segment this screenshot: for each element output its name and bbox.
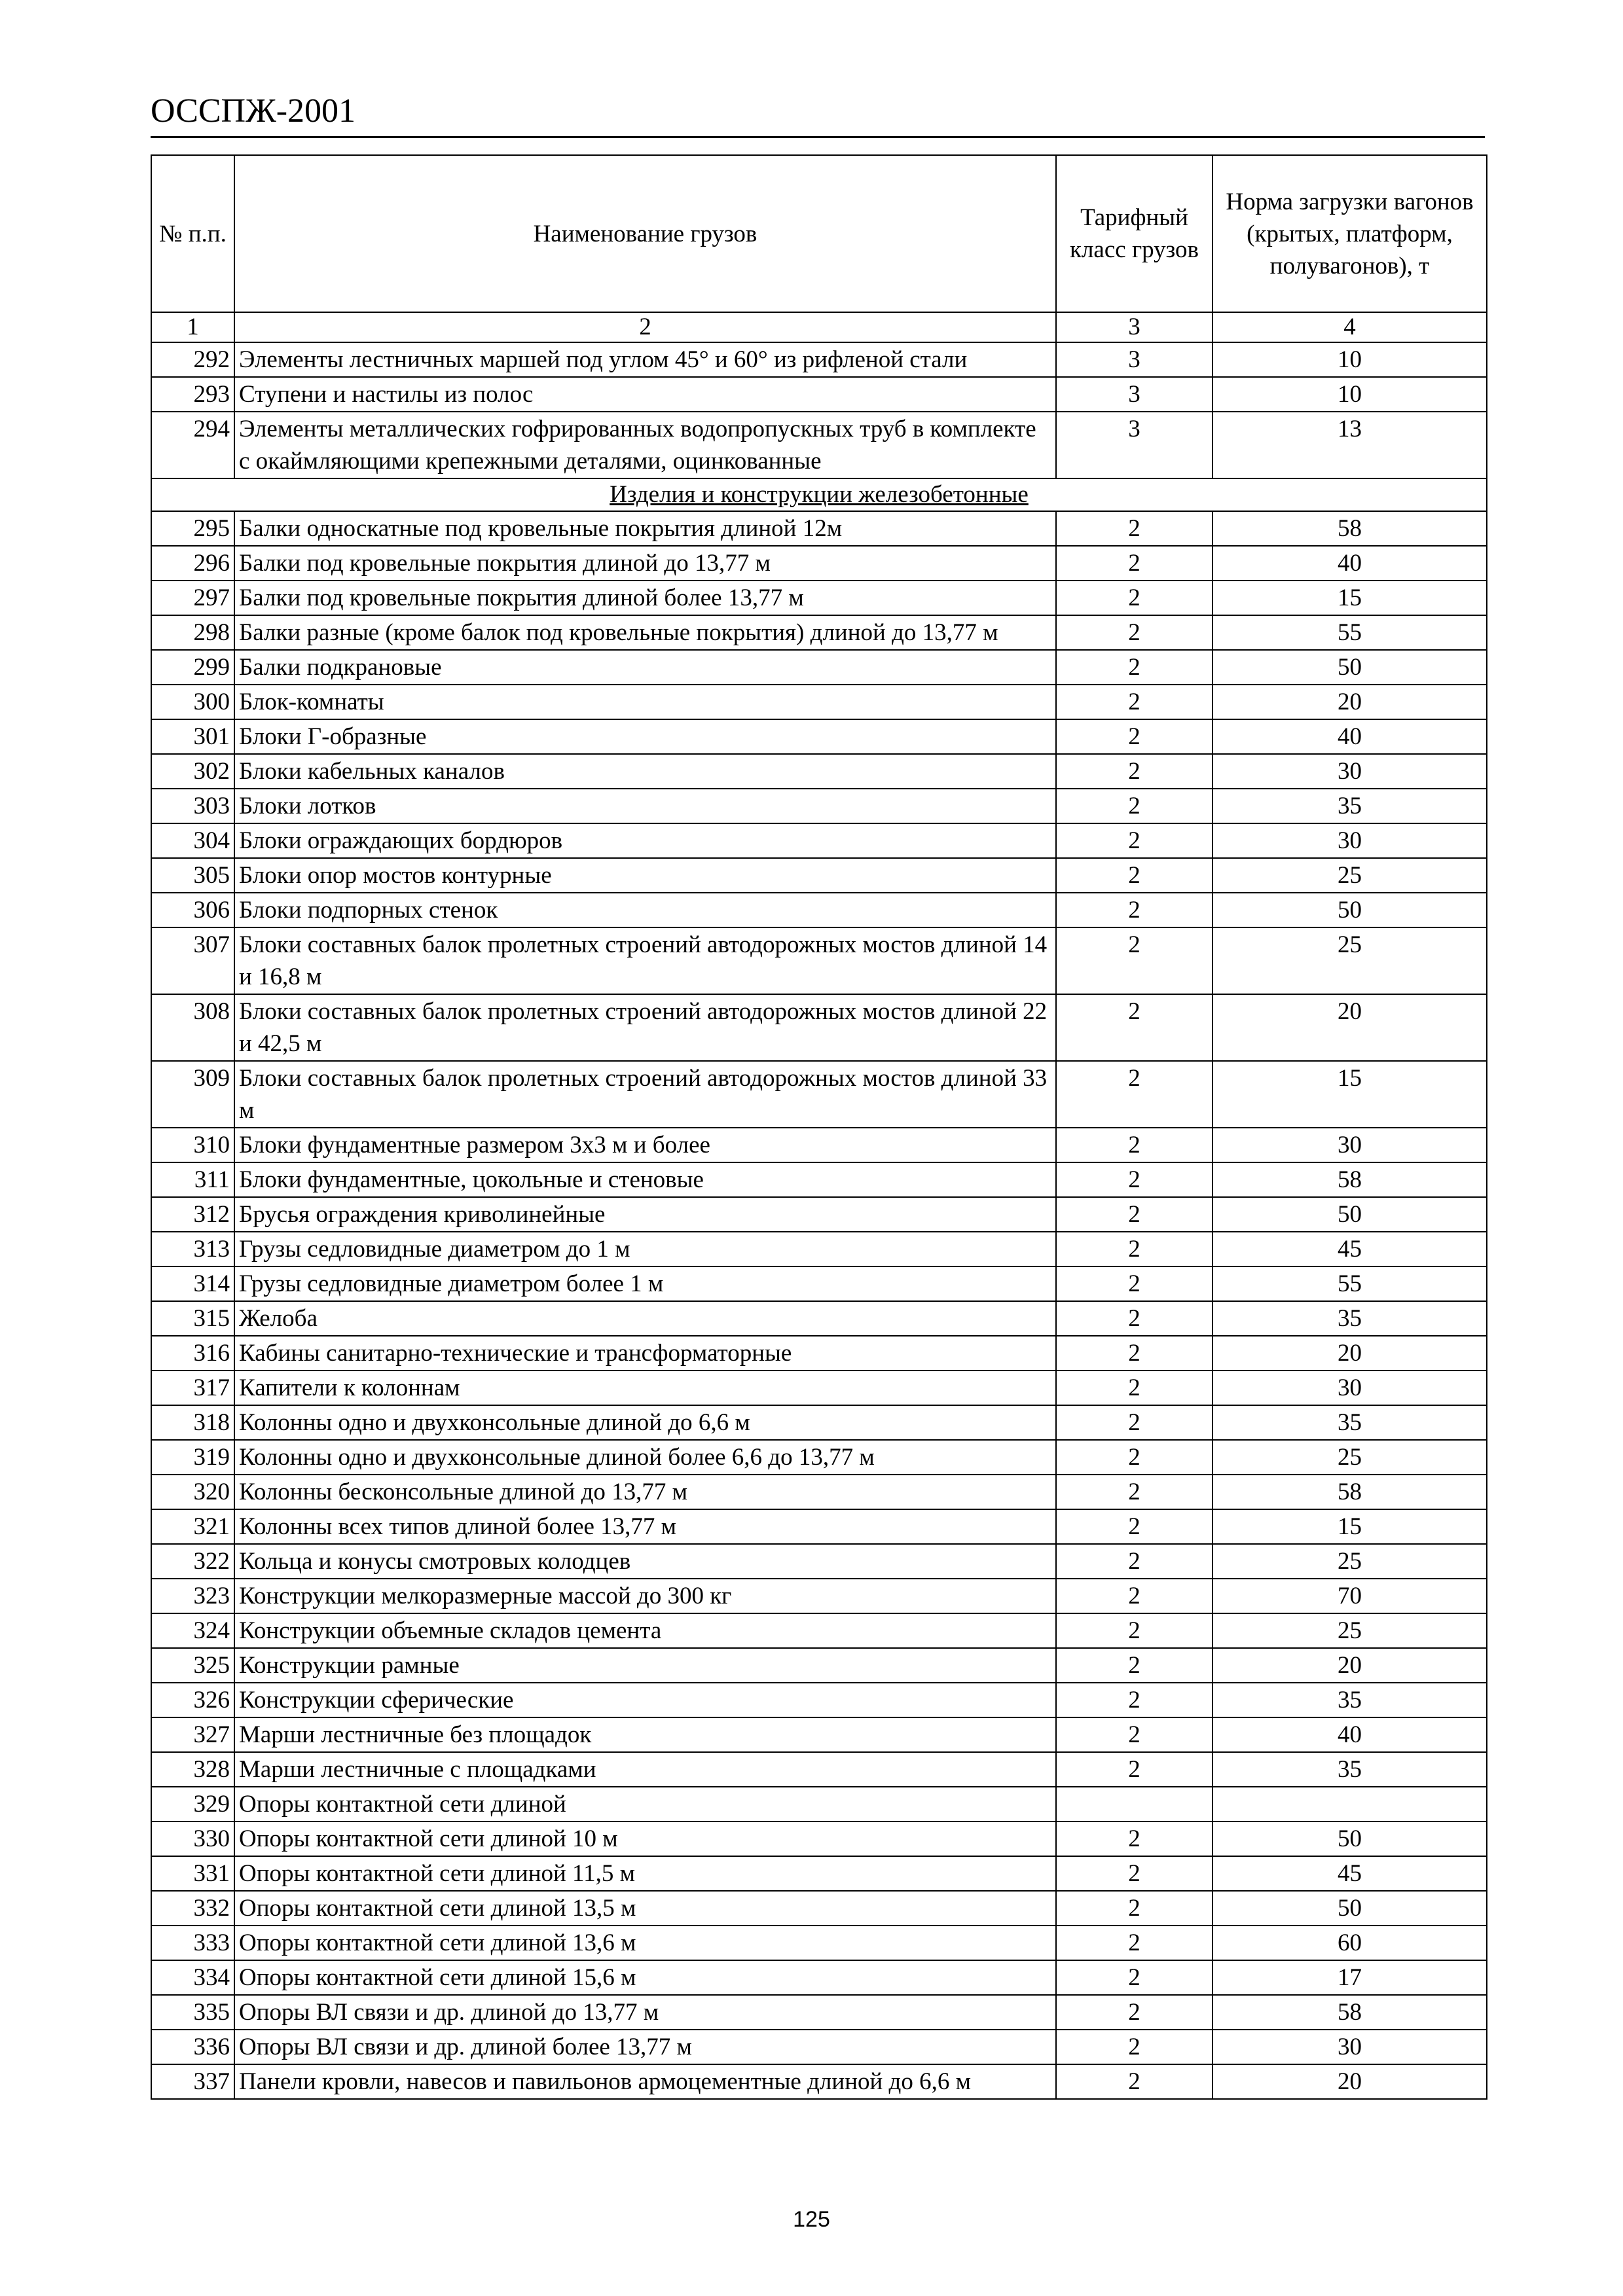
tariff-class: 2 [1056,858,1213,893]
row-number: 294 [151,412,234,478]
cargo-name: Панели кровли, навесов и павильонов армоцементные длиной до 6,6 м [234,2064,1056,2099]
load-norm: 30 [1213,1371,1487,1405]
row-number: 316 [151,1336,234,1371]
cargo-name: Опоры контактной сети длиной 13,6 м [234,1926,1056,1960]
table-row [151,1891,1487,1926]
table-row [151,1787,1487,1821]
table-row [151,685,1487,719]
row-number: 318 [151,1405,234,1440]
row-number: 292 [151,342,234,377]
tariff-class: 2 [1056,1752,1213,1787]
load-norm: 50 [1213,1197,1487,1232]
cargo-name: Опоры контактной сети длиной 15,6 м [234,1960,1056,1995]
cargo-name: Опоры контактной сети длиной 13,5 м [234,1891,1056,1926]
load-norm: 13 [1213,412,1487,478]
table-row [151,927,1487,994]
tariff-class: 2 [1056,1405,1213,1440]
tariff-class: 2 [1056,1266,1213,1301]
row-number: 331 [151,1856,234,1891]
cargo-name: Конструкции мелкоразмерные массой до 300 кг [234,1579,1056,1613]
load-norm: 20 [1213,1648,1487,1683]
tariff-class: 2 [1056,1128,1213,1162]
tariff-class: 2 [1056,823,1213,858]
tariff-class: 2 [1056,1371,1213,1405]
row-number: 301 [151,719,234,754]
row-number: 325 [151,1648,234,1683]
load-norm: 50 [1213,893,1487,927]
row-number: 330 [151,1821,234,1856]
row-number: 314 [151,1266,234,1301]
header-norm: Норма загрузки вагонов (крытых, платформ, полувагонов), т [1213,155,1487,312]
row-number: 332 [151,1891,234,1926]
tariff-class: 2 [1056,719,1213,754]
tariff-class [1056,1787,1213,1821]
tariff-class: 2 [1056,1440,1213,1475]
cargo-name: Капители к колоннам [234,1371,1056,1405]
row-number: 335 [151,1995,234,2030]
cargo-name: Блоки подпорных стенок [234,893,1056,927]
load-norm: 58 [1213,1475,1487,1509]
cargo-name: Конструкции рамные [234,1648,1056,1683]
row-number: 336 [151,2030,234,2064]
table-row [151,1061,1487,1128]
load-norm: 20 [1213,1336,1487,1371]
tariff-class: 2 [1056,1336,1213,1371]
row-number: 298 [151,615,234,650]
load-norm: 25 [1213,858,1487,893]
row-number: 307 [151,927,234,994]
row-number: 304 [151,823,234,858]
load-norm: 20 [1213,994,1487,1061]
row-number: 311 [151,1162,234,1197]
header-num: № п.п. [151,155,234,312]
load-norm: 58 [1213,1162,1487,1197]
tariff-class: 2 [1056,1683,1213,1717]
table-row [151,1544,1487,1579]
load-norm: 25 [1213,1440,1487,1475]
table-body [151,312,1487,2099]
tariff-class: 2 [1056,1960,1213,1995]
tariff-class: 2 [1056,754,1213,789]
cargo-name: Блоки составных балок пролетных строений автодорожных мостов длиной 33 м [234,1061,1056,1128]
cargo-name: Колонны одно и двухконсольные длиной более 6,6 до 13,77 м [234,1440,1056,1475]
cargo-name: Блоки ограждающих бордюров [234,823,1056,858]
load-norm: 30 [1213,1128,1487,1162]
tariff-class: 2 [1056,1717,1213,1752]
load-norm: 70 [1213,1579,1487,1613]
cargo-name: Грузы седловидные диаметром до 1 м [234,1232,1056,1266]
table-row [151,789,1487,823]
tariff-class: 2 [1056,511,1213,546]
load-norm: 58 [1213,1995,1487,2030]
load-norm: 40 [1213,1717,1487,1752]
cargo-name: Блок-комнаты [234,685,1056,719]
column-number: 3 [1056,312,1213,342]
table-row [151,1579,1487,1613]
tariff-class: 3 [1056,342,1213,377]
load-norm: 20 [1213,685,1487,719]
cargo-name: Опоры контактной сети длиной 10 м [234,1821,1056,1856]
table-row [151,511,1487,546]
section-title: Изделия и конструкции железобетонные [151,478,1487,511]
cargo-name: Опоры контактной сети длиной [234,1787,1056,1821]
load-norm: 40 [1213,719,1487,754]
load-norm [1213,1787,1487,1821]
row-number: 293 [151,377,234,412]
row-number: 337 [151,2064,234,2099]
header-rule [151,136,1485,138]
cargo-name: Блоки составных балок пролетных строений автодорожных мостов длиной 22 и 42,5 м [234,994,1056,1061]
table-row [151,1613,1487,1648]
table-row [151,1648,1487,1683]
table-row [151,2064,1487,2099]
tariff-class: 2 [1056,2030,1213,2064]
load-norm: 25 [1213,1613,1487,1648]
table-row [151,1926,1487,1960]
cargo-name: Опоры контактной сети длиной 11,5 м [234,1856,1056,1891]
row-number: 326 [151,1683,234,1717]
load-norm: 35 [1213,1683,1487,1717]
load-norm: 15 [1213,1061,1487,1128]
table-header-row [151,155,1487,312]
tariff-class: 3 [1056,412,1213,478]
table-row [151,1995,1487,2030]
tariff-class: 2 [1056,685,1213,719]
load-norm: 15 [1213,581,1487,615]
load-norm: 20 [1213,2064,1487,2099]
load-norm: 17 [1213,1960,1487,1995]
tariff-class: 2 [1056,1197,1213,1232]
table-row [151,1232,1487,1266]
load-norm: 50 [1213,1891,1487,1926]
tariff-class: 2 [1056,581,1213,615]
cargo-name: Блоки составных балок пролетных строений автодорожных мостов длиной 14 и 16,8 м [234,927,1056,994]
tariff-class: 2 [1056,1926,1213,1960]
row-number: 319 [151,1440,234,1475]
row-number: 321 [151,1509,234,1544]
table-row [151,1475,1487,1509]
table-row [151,858,1487,893]
table-row [151,2030,1487,2064]
table-row [151,1301,1487,1336]
tariff-class: 2 [1056,1232,1213,1266]
load-norm: 30 [1213,2030,1487,2064]
row-number: 297 [151,581,234,615]
load-norm: 10 [1213,342,1487,377]
cargo-name: Колонны одно и двухконсольные длиной до 6,6 м [234,1405,1056,1440]
page-number: 125 [793,2207,830,2232]
tariff-class: 2 [1056,1648,1213,1683]
cargo-name: Балки односкатные под кровельные покрытия длиной 12м [234,511,1056,546]
table-row [151,1509,1487,1544]
cargo-name: Элементы лестничных маршей под углом 45° и 60° из рифленой стали [234,342,1056,377]
tariff-class: 2 [1056,994,1213,1061]
table-row [151,893,1487,927]
column-number: 1 [151,312,234,342]
row-number: 306 [151,893,234,927]
cargo-name: Опоры ВЛ связи и др. длиной более 13,77 м [234,2030,1056,2064]
load-norm: 45 [1213,1232,1487,1266]
table-row [151,719,1487,754]
cargo-name: Кольца и конусы смотровых колодцев [234,1544,1056,1579]
cargo-name: Блоки опор мостов контурные [234,858,1056,893]
cargo-name: Балки разные (кроме балок под кровельные покрытия) длиной до 13,77 м [234,615,1056,650]
load-norm: 55 [1213,1266,1487,1301]
row-number: 324 [151,1613,234,1648]
tariff-class: 2 [1056,1544,1213,1579]
table-row [151,412,1487,478]
row-number: 300 [151,685,234,719]
load-norm: 40 [1213,546,1487,581]
column-number-row [151,312,1487,342]
tariff-class: 2 [1056,1821,1213,1856]
tariff-class: 2 [1056,893,1213,927]
row-number: 303 [151,789,234,823]
tariff-class: 2 [1056,1301,1213,1336]
tariff-class: 2 [1056,1613,1213,1648]
tariff-class: 2 [1056,615,1213,650]
tariff-class: 2 [1056,1061,1213,1128]
table-row [151,377,1487,412]
table-row [151,1717,1487,1752]
cargo-name: Колонны всех типов длиной более 13,77 м [234,1509,1056,1544]
header-class: Тарифный класс грузов [1056,155,1213,312]
table-row [151,1440,1487,1475]
row-number: 333 [151,1926,234,1960]
table-row [151,1405,1487,1440]
table-row [151,1266,1487,1301]
table-row [151,1821,1487,1856]
row-number: 327 [151,1717,234,1752]
load-norm: 30 [1213,754,1487,789]
tariff-class: 2 [1056,789,1213,823]
row-number: 305 [151,858,234,893]
cargo-table [151,154,1487,2100]
load-norm: 35 [1213,1301,1487,1336]
table-row [151,1752,1487,1787]
table-row [151,1856,1487,1891]
tariff-class: 2 [1056,2064,1213,2099]
header-name: Наименование грузов [234,155,1056,312]
table-row [151,342,1487,377]
table-row [151,1336,1487,1371]
load-norm: 50 [1213,650,1487,685]
load-norm: 45 [1213,1856,1487,1891]
cargo-name: Балки под кровельные покрытия длиной до 13,77 м [234,546,1056,581]
load-norm: 30 [1213,823,1487,858]
tariff-class: 2 [1056,1509,1213,1544]
table-row [151,1960,1487,1995]
row-number: 320 [151,1475,234,1509]
cargo-name: Конструкции сферические [234,1683,1056,1717]
table-row [151,994,1487,1061]
cargo-name: Грузы седловидные диаметром более 1 м [234,1266,1056,1301]
row-number: 312 [151,1197,234,1232]
cargo-name: Кабины санитарно-технические и трансформаторные [234,1336,1056,1371]
tariff-class: 2 [1056,1856,1213,1891]
row-number: 296 [151,546,234,581]
row-number: 299 [151,650,234,685]
cargo-name: Опоры ВЛ связи и др. длиной до 13,77 м [234,1995,1056,2030]
load-norm: 55 [1213,615,1487,650]
load-norm: 35 [1213,1752,1487,1787]
tariff-class: 3 [1056,377,1213,412]
load-norm: 60 [1213,1926,1487,1960]
tariff-class: 2 [1056,546,1213,581]
cargo-name: Блоки фундаментные размером 3х3 м и более [234,1128,1056,1162]
cargo-name: Элементы металлических гофрированных водопропускных труб в комплекте с окаймляющими крепежными деталями, оцинкованные [234,412,1056,478]
row-number: 323 [151,1579,234,1613]
cargo-name: Ступени и настилы из полос [234,377,1056,412]
row-number: 328 [151,1752,234,1787]
section-row [151,478,1487,511]
cargo-name: Конструкции объемные складов цемента [234,1613,1056,1648]
cargo-name: Брусья ограждения криволинейные [234,1197,1056,1232]
table-row [151,1197,1487,1232]
load-norm: 35 [1213,1405,1487,1440]
load-norm: 50 [1213,1821,1487,1856]
table-row [151,823,1487,858]
row-number: 295 [151,511,234,546]
load-norm: 58 [1213,511,1487,546]
row-number: 310 [151,1128,234,1162]
load-norm: 10 [1213,377,1487,412]
tariff-class: 2 [1056,650,1213,685]
tariff-class: 2 [1056,1579,1213,1613]
table-row [151,1371,1487,1405]
column-number: 4 [1213,312,1487,342]
table-row [151,650,1487,685]
row-number: 329 [151,1787,234,1821]
row-number: 315 [151,1301,234,1336]
load-norm: 25 [1213,927,1487,994]
cargo-name: Балки под кровельные покрытия длиной более 13,77 м [234,581,1056,615]
load-norm: 25 [1213,1544,1487,1579]
row-number: 317 [151,1371,234,1405]
cargo-name: Блоки фундаментные, цокольные и стеновые [234,1162,1056,1197]
table-row [151,1128,1487,1162]
row-number: 308 [151,994,234,1061]
table-row [151,581,1487,615]
table-row [151,546,1487,581]
cargo-name: Блоки лотков [234,789,1056,823]
row-number: 309 [151,1061,234,1128]
tariff-class: 2 [1056,1162,1213,1197]
table-row [151,754,1487,789]
tariff-class: 2 [1056,1475,1213,1509]
table-row [151,1683,1487,1717]
table-row [151,1162,1487,1197]
row-number: 322 [151,1544,234,1579]
cargo-name: Блоки Г-образные [234,719,1056,754]
table-row [151,615,1487,650]
document-header-title: ОССПЖ-2001 [151,92,356,130]
cargo-name: Марши лестничные с площадками [234,1752,1056,1787]
row-number: 313 [151,1232,234,1266]
row-number: 302 [151,754,234,789]
row-number: 334 [151,1960,234,1995]
load-norm: 15 [1213,1509,1487,1544]
tariff-class: 2 [1056,927,1213,994]
cargo-name: Блоки кабельных каналов [234,754,1056,789]
tariff-class: 2 [1056,1891,1213,1926]
load-norm: 35 [1213,789,1487,823]
cargo-name: Желоба [234,1301,1056,1336]
column-number: 2 [234,312,1056,342]
cargo-name: Колонны бесконсольные длиной до 13,77 м [234,1475,1056,1509]
cargo-name: Балки подкрановые [234,650,1056,685]
tariff-class: 2 [1056,1995,1213,2030]
cargo-name: Марши лестничные без площадок [234,1717,1056,1752]
